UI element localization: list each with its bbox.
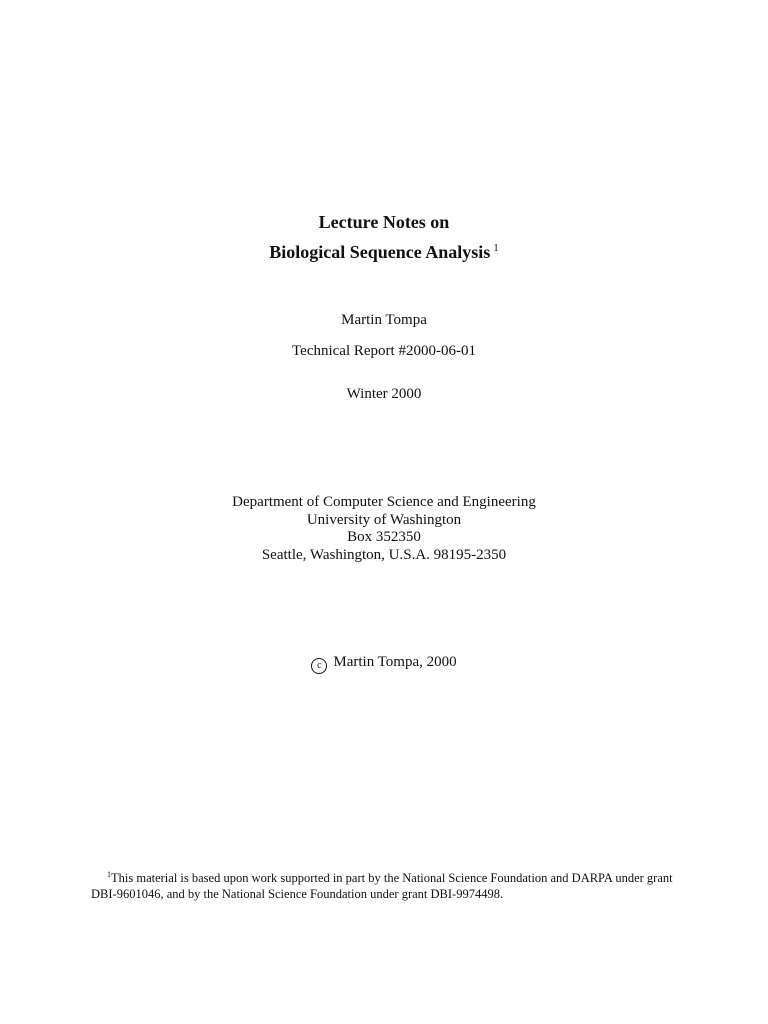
address-line-university: University of Washington (306, 511, 462, 528)
title-line-2 (0, 242, 768, 263)
author-name: Martin Tompa (341, 312, 427, 328)
title-footnote-marker: 1 (493, 242, 499, 254)
footnote-line-2: DBI-9601046, and by the National Science Foundation under grant DBI-9974498. (91, 887, 504, 901)
footnote-line-1 (91, 867, 691, 886)
title-line-2-text: Biological Sequence Analysis (269, 242, 491, 262)
copyright-notice (0, 654, 768, 674)
footnote (91, 867, 691, 902)
footnote-line-1-text: This material is based upon work supported in part by the National Science Foundation and DARPA under grant (111, 871, 673, 885)
footnote-marker: 1 (107, 870, 111, 879)
term: Winter 2000 (346, 386, 422, 402)
address-line-box: Box 352350 (347, 529, 421, 545)
address-line-department: Department of Computer Science and Engineering (232, 494, 536, 510)
copyright-icon: c (311, 658, 327, 674)
address-line-city: Seattle, Washington, U.S.A. 98195-2350 (261, 546, 507, 563)
title-line-1: Lecture Notes on (318, 212, 450, 232)
report-number: Technical Report #2000-06-01 (292, 343, 476, 359)
address-block (0, 494, 768, 564)
copyright-text: Martin Tompa, 2000 (333, 654, 457, 670)
